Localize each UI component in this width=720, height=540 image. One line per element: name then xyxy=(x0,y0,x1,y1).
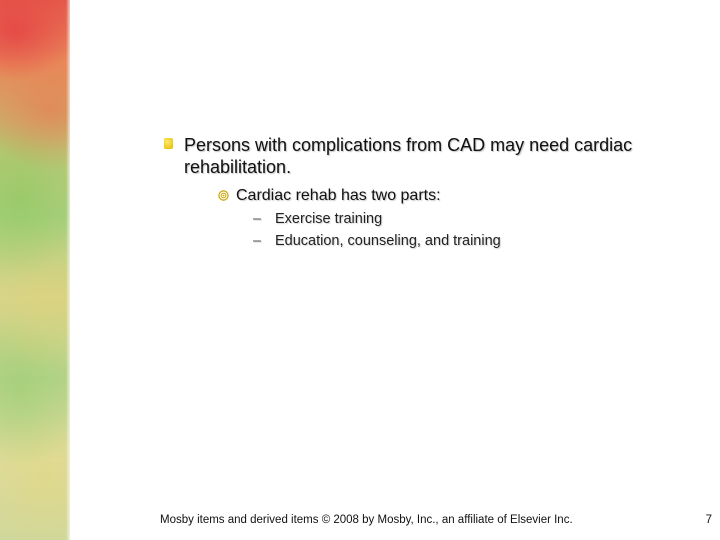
ringed-bullet-icon xyxy=(218,190,229,201)
sub-bullet-text: Cardiac rehab has two parts: xyxy=(236,187,441,204)
decorative-gradient-band xyxy=(0,0,70,540)
page-number: 7 xyxy=(705,514,712,526)
sub-sub-bullet-list xyxy=(160,208,700,252)
sub-bullet xyxy=(218,186,700,206)
dash-marker: – xyxy=(253,211,262,227)
band-fade-edge xyxy=(66,0,72,540)
list-item xyxy=(253,230,700,252)
dash-marker: – xyxy=(253,233,262,249)
square-bullet-icon xyxy=(164,138,173,149)
list-item-text: Exercise training xyxy=(275,211,383,227)
copyright-footer: Mosby items and derived items © 2008 by Mosby, Inc., an affiliate of Elsevier Inc. xyxy=(160,514,573,526)
list-item-text: Education, counseling, and training xyxy=(275,233,501,249)
main-bullet-text: Persons with complications from CAD may need cardiac rehabilitation. xyxy=(184,135,633,177)
main-bullet xyxy=(160,134,700,178)
list-item xyxy=(253,208,700,230)
slide-content xyxy=(160,134,700,252)
